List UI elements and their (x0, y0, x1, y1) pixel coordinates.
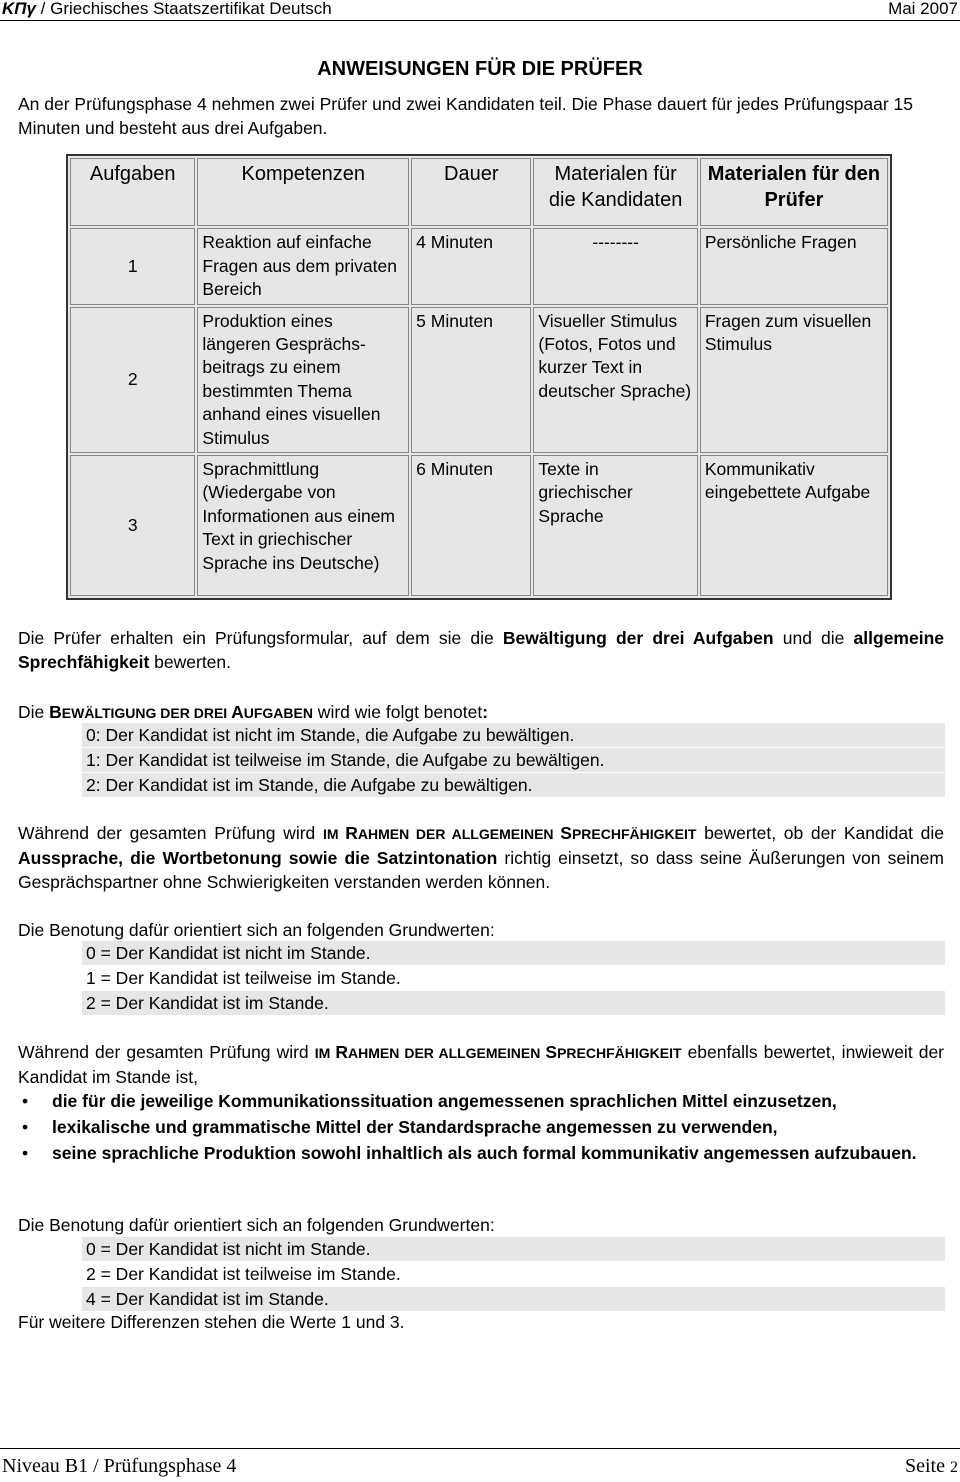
page-label: Seite (905, 1455, 950, 1477)
smallcaps-run: B (49, 702, 62, 722)
header-date: Mai 2007 (888, 0, 958, 18)
bullet-icon: • (22, 1143, 29, 1163)
task-grading-list (82, 723, 945, 798)
footer-level: Niveau B1 / Prüfungsphase 4 (2, 1455, 237, 1477)
table-header-row (70, 158, 888, 226)
task-materials-candidates: Visueller Stimulus (Fotos, Fotos und kurzer Text in deutscher Sprache) (533, 307, 697, 453)
pronunciation-grading-list (82, 941, 945, 1016)
task-duration: 6 Minuten (411, 455, 531, 596)
text-run: Während der gesamten Prüfung wird (18, 1042, 315, 1062)
smallcaps-run: S (560, 823, 572, 843)
table-row (70, 307, 888, 453)
list-item: 2 = Der Kandidat ist teilweise im Stande. (82, 1262, 945, 1287)
grading-intro-paragraph (18, 700, 944, 725)
smallcaps-run: AHMEN DER ALLGEMEINEN (357, 826, 561, 842)
list-item: 0 = Der Kandidat ist nicht im Stande. (82, 1237, 945, 1262)
col-header-materialen-pruefer: Materialen für den Prüfer (700, 158, 888, 226)
task-number: 1 (70, 228, 195, 304)
text-run: bewertet, ob der Kandidat die (696, 823, 944, 843)
list-item: 0 = Der Kandidat ist nicht im Stande. (82, 941, 945, 966)
smallcaps-run: EWÄLTIGUNG DER DREI (61, 705, 232, 721)
task-competence: Reaktion auf einfache Fragen aus dem privaten Bereich (197, 228, 409, 304)
closing-note: Für weitere Differenzen stehen die Werte 1 und 3. (18, 1312, 405, 1332)
language-use-paragraph (18, 1040, 944, 1089)
task-materials-candidates: Texte in griechischer Sprache (533, 455, 697, 596)
task-materials-examiner: Persönliche Fragen (700, 228, 888, 304)
text-run: wird wie folgt benotet (312, 702, 483, 722)
grading-basis-text: Die Benotung dafür orientiert sich an folgenden Grundwerten: (18, 920, 495, 940)
header-left (2, 0, 332, 18)
emphasis-bewaeltigung: Bewältigung der drei Aufgaben (502, 628, 774, 648)
footer-page (905, 1455, 958, 1478)
page-title: ANWEISUNGEN FÜR DIE PRÜFER (317, 58, 643, 80)
list-item: 4 = Der Kandidat ist im Stande. (82, 1287, 945, 1312)
emphasis-sprechfaehigkeit: allgemeine Sprechfähigkeit (18, 628, 945, 672)
list-item: 0: Der Kandidat ist nicht im Stande, die Aufgabe zu bewältigen. (82, 723, 945, 748)
col-header-dauer: Dauer (411, 158, 531, 226)
text-run: Während der gesamten Prüfung wird (18, 823, 323, 843)
examiner-form-paragraph (18, 626, 944, 674)
task-number: 2 (70, 307, 195, 453)
list-item: 1: Der Kandidat ist teilweise im Stande, die Aufgabe zu bewältigen. (82, 748, 945, 773)
pronunciation-paragraph (18, 821, 944, 894)
smallcaps-run: S (545, 1042, 558, 1062)
text-run: Die (18, 702, 50, 722)
task-materials-examiner: Fragen zum visuellen Stimulus (700, 307, 888, 453)
list-item (18, 1115, 944, 1139)
tasks-table (66, 154, 892, 600)
task-materials-examiner: Kommunikativ eingebettete Aufgabe (700, 455, 888, 596)
bullet-text: die für die jeweilige Kommunikationssituation angemessenen sprachlichen Mittel einzusetzen, (52, 1091, 837, 1111)
bullet-text: seine sprachliche Produktion sowohl inhaltlich als auch formal kommunikativ angemessen aufzubauen. (52, 1143, 917, 1163)
list-item: 1 = Der Kandidat ist teilweise im Stande. (82, 966, 945, 991)
bullet-icon: • (22, 1117, 29, 1137)
smallcaps-run: A (231, 702, 244, 722)
col-header-aufgaben: Aufgaben (70, 158, 195, 226)
bullet-text: lexikalische und grammatische Mittel der Standardsprache angemessen zu verwenden, (52, 1117, 778, 1137)
smallcaps-run: AHMEN DER ALLGEMEINEN (347, 1045, 546, 1061)
text-run: Die Prüfer erhalten ein Prüfungsformular, auf dem sie die (18, 628, 503, 648)
page-footer (0, 1448, 960, 1482)
task-duration: 4 Minuten (411, 228, 531, 304)
smallcaps-run: R (335, 1042, 348, 1062)
task-materials-candidates: -------- (533, 228, 697, 304)
text-run: richtig einsetzt, so dass seine Äußerungen von seinem Gesprächspartner ohne Schwierigkeiten verstanden werden können. (18, 848, 944, 892)
page-number: 2 (950, 1459, 958, 1476)
smallcaps-run: IM (322, 826, 346, 842)
table-row (70, 455, 888, 596)
col-header-materialen-kandidaten: Materialen für die Kandidaten (533, 158, 697, 226)
smallcaps-run: R (345, 823, 358, 843)
text-run: : (482, 702, 489, 722)
language-grading-list (82, 1237, 945, 1312)
text-run: und die (773, 628, 854, 648)
grading-basis-text: Die Benotung dafür orientiert sich an folgenden Grundwerten: (18, 1215, 495, 1235)
list-item: 2 = Der Kandidat ist im Stande. (82, 991, 945, 1016)
smallcaps-run: PRECHFÄHIGKEIT (557, 1045, 682, 1061)
task-number: 3 (70, 455, 195, 596)
list-item (18, 1141, 944, 1165)
text-run: ebenfalls bewertet, inwieweit der Kandidat im Stande ist, (18, 1042, 944, 1087)
header-logo: ΚΠγ (2, 0, 36, 18)
emphasis-aussprache: Aussprache, die Wortbetonung sowie die Satzintonation (18, 848, 498, 868)
text-run: bewerten. (149, 652, 232, 672)
smallcaps-run: PRECHFÄHIGKEIT (571, 826, 697, 842)
smallcaps-run: UFGABEN (243, 705, 313, 721)
criteria-bullet-list (18, 1089, 944, 1167)
task-duration: 5 Minuten (411, 307, 531, 453)
intro-paragraph: An der Prüfungsphase 4 nehmen zwei Prüfer und zwei Kandidaten teil. Die Phase dauert für jedes Prüfungspaar 15 Minuten und besteht aus drei Aufgaben. (18, 94, 913, 138)
smallcaps-run: IM (314, 1045, 336, 1061)
header-title: / Griechisches Staatszertifikat Deutsch (35, 0, 332, 18)
col-header-kompetenzen: Kompetenzen (197, 158, 409, 226)
bullet-icon: • (22, 1091, 29, 1111)
list-item (18, 1089, 944, 1113)
list-item: 2: Der Kandidat ist im Stande, die Aufgabe zu bewältigen. (82, 773, 945, 798)
task-competence: Sprachmittlung (Wiedergabe von Informationen aus einem Text in griechischer Sprache ins Deutsche) (197, 455, 409, 596)
task-competence: Produktion eines längeren Gesprächs-beitrags zu einem bestimmten Thema anhand eines visuellen Stimulus (197, 307, 409, 453)
table-row (70, 228, 888, 304)
page-header (0, 0, 960, 21)
